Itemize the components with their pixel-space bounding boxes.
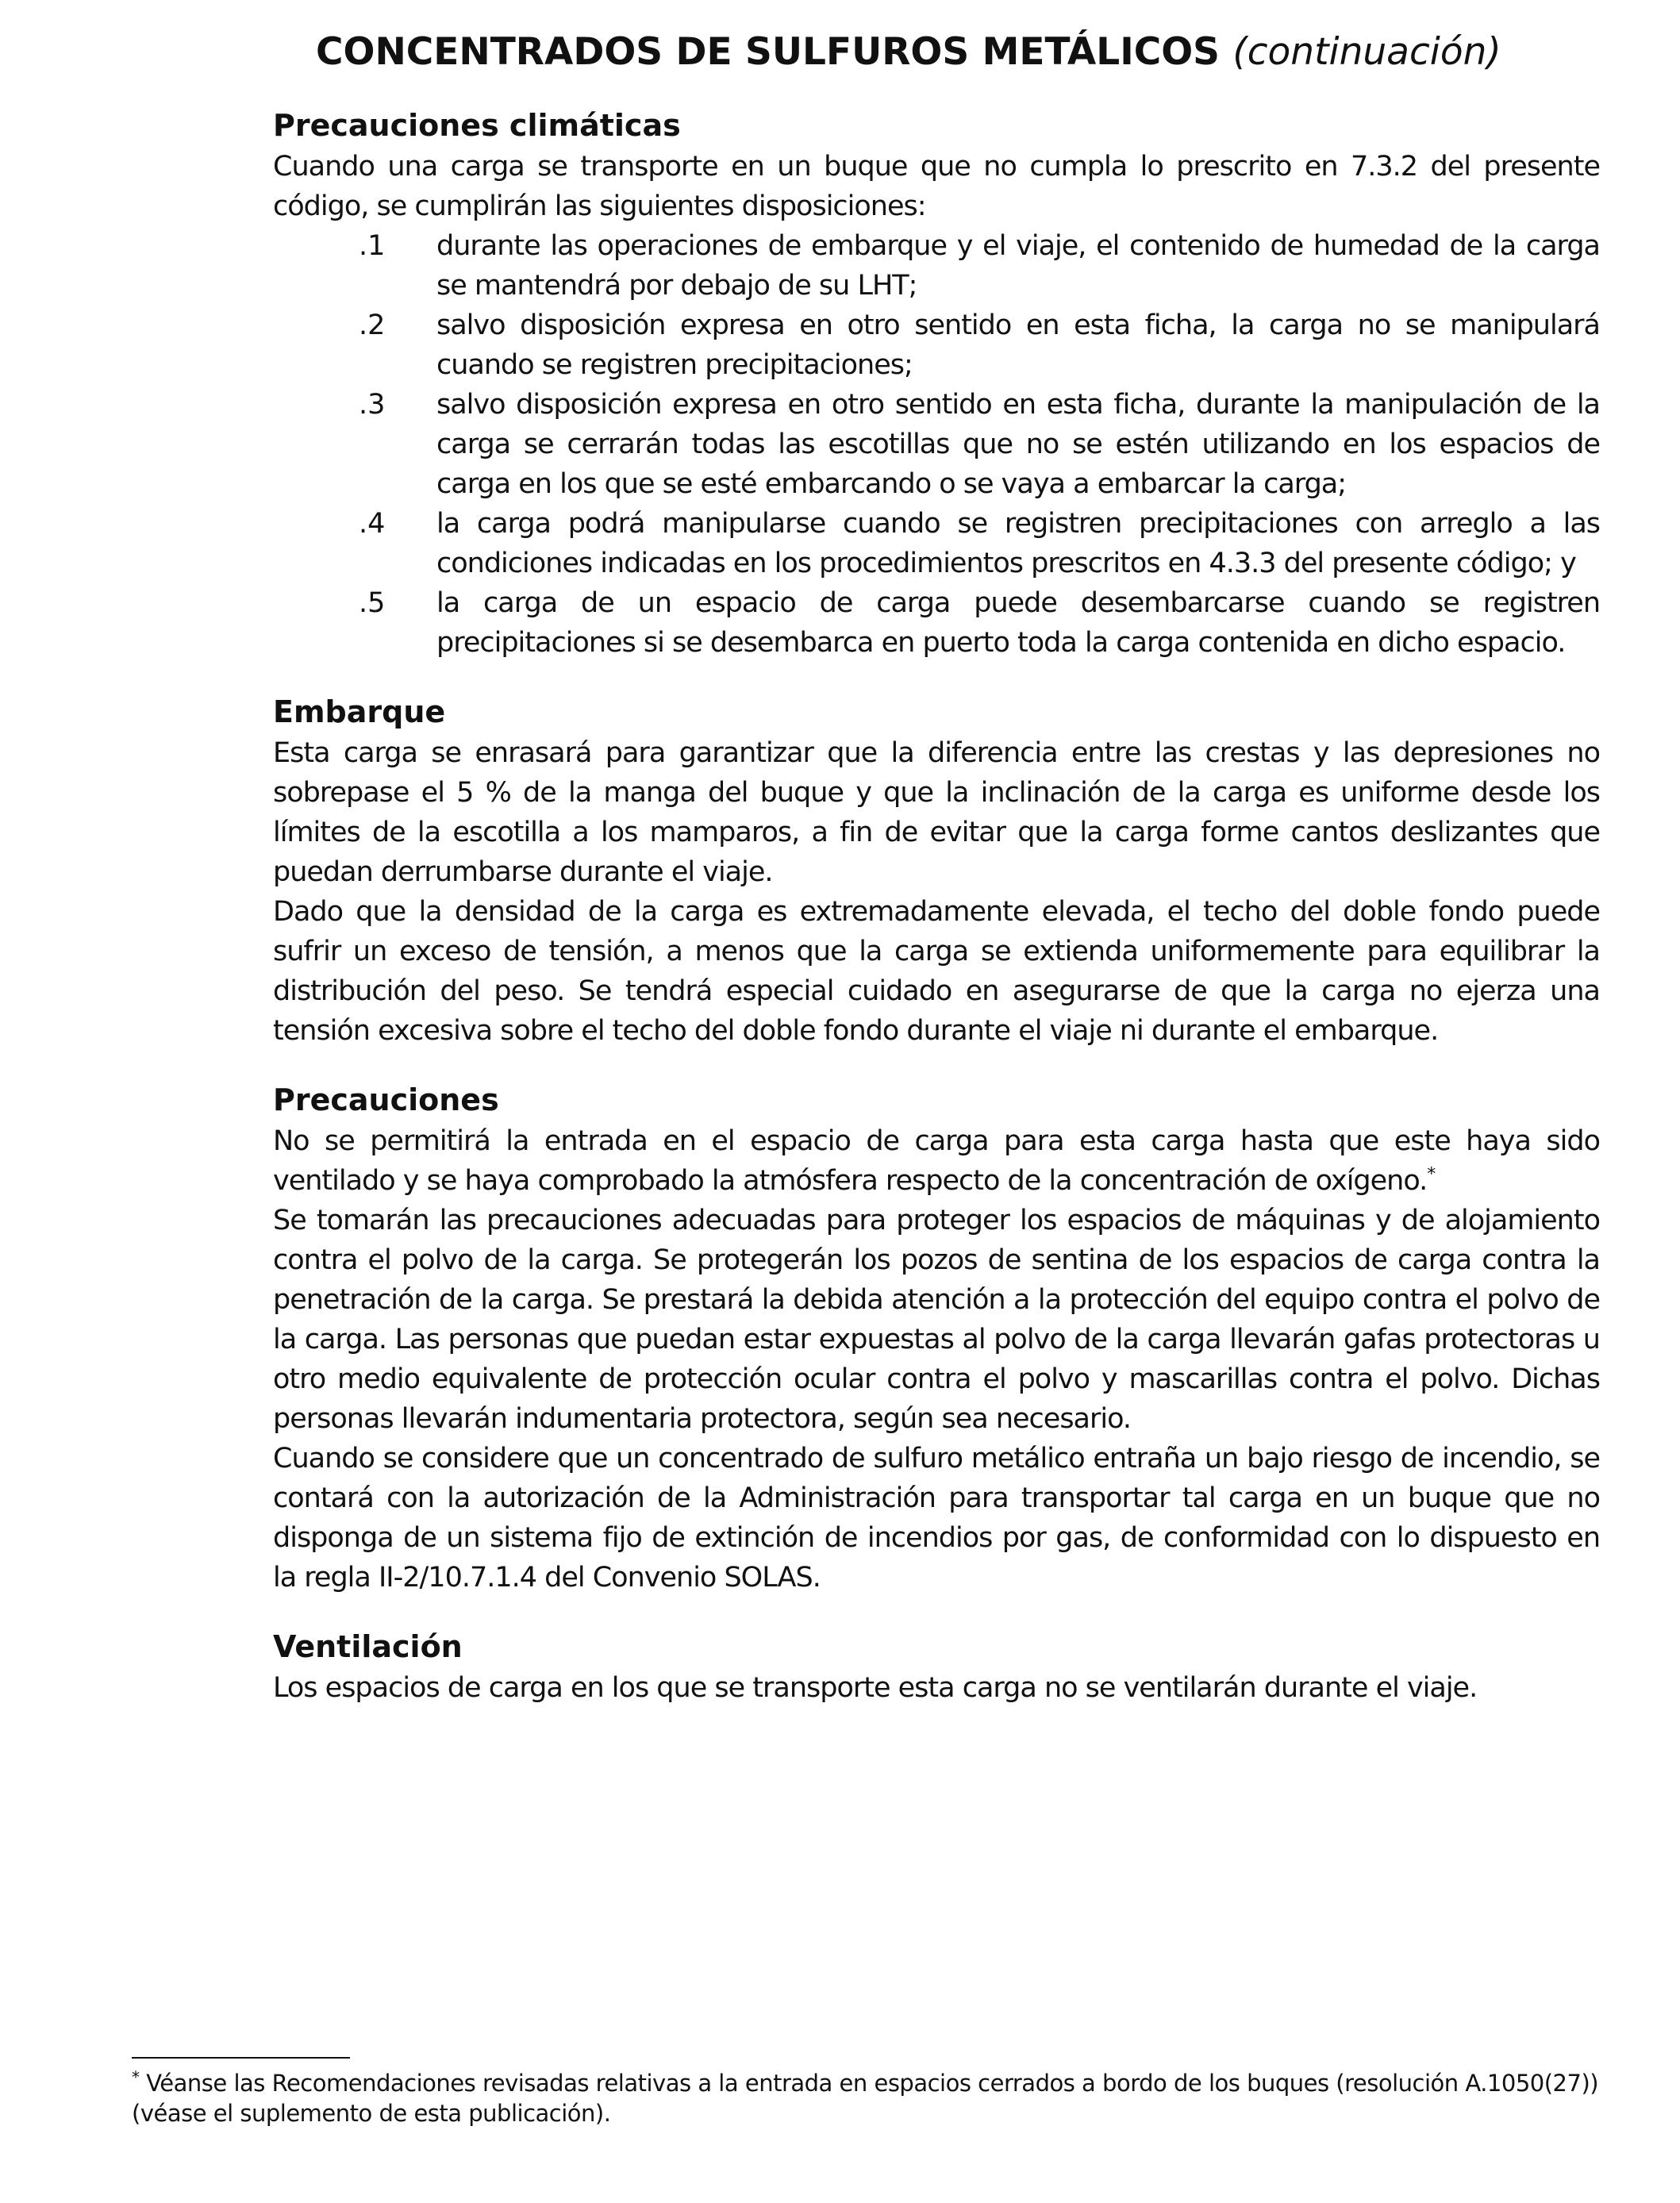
- footnote-mark: *: [132, 2067, 140, 2087]
- list-item: [273, 226, 1600, 306]
- list-item: [273, 583, 1600, 663]
- list-item: [273, 306, 1600, 385]
- list-item-text: durante las operaciones de embarque y el viaje, el contenido de humedad de la carga se mantendrá por debajo de su LHT;: [436, 230, 1600, 302]
- list-item-number: .1: [359, 230, 386, 262]
- list-item-number: .4: [359, 508, 386, 540]
- list-item-text: la carga podrá manipularse cuando se registren precipitaciones con arreglo a las condiciones indicadas en los procedimientos prescritos en 4.3.3 del presente código; y: [436, 508, 1600, 579]
- footnote-divider: [132, 2057, 350, 2059]
- paragraph: Dado que la densidad de la carga es extremadamente elevada, el techo del doble fondo puede sufrir un exceso de tensión, a menos que la carga se extienda uniformemente para equilibrar la distribución del peso. Se tendrá especial cuidado en asegurarse de que la carga no ejerza una tensión excesiva sobre el techo del doble fondo durante el viaje ni durante el embarque.: [273, 896, 1600, 1047]
- footnote-reference: *: [1427, 1164, 1436, 1185]
- document-body: [273, 106, 1600, 1737]
- list-item-number: .2: [359, 309, 386, 341]
- section-ventilation: [273, 1627, 1600, 1708]
- page-title-continuation: (continuación): [1232, 30, 1501, 74]
- section-heading: Precauciones: [273, 1082, 499, 1117]
- paragraph: Los espacios de carga en los que se transporte esta carga no se ventilarán durante el viaje.: [273, 1672, 1478, 1704]
- list-item: [273, 504, 1600, 583]
- section-heading: Ventilación: [273, 1629, 463, 1664]
- list-item-text: la carga de un espacio de carga puede desembarcarse cuando se registren precipitaciones si se desembarca en puerto toda la carga contenida en dicho espacio.: [436, 587, 1600, 659]
- page-title-main: CONCENTRADOS DE SULFUROS METÁLICOS: [316, 30, 1220, 74]
- paragraph-text: No se permitirá la entrada en el espacio de carga para esta carga hasta que este haya sido ventilado y se haya comprobado la atmósfera respecto de la concentración de oxígeno.: [273, 1125, 1600, 1197]
- provisions-list: [273, 226, 1600, 663]
- section-precautions: [273, 1080, 1600, 1597]
- footnote-text: Véanse las Recomendaciones revisadas relativas a la entrada en espacios cerrados a bordo de los buques (resolución A.1050(27)) (véase el suplemento de esta publicación).: [132, 2070, 1599, 2127]
- section-loading: [273, 692, 1600, 1051]
- section-heading: Embarque: [273, 694, 446, 729]
- list-item-text: salvo disposición expresa en otro sentido en esta ficha, la carga no se manipulará cuando se registren precipitaciones;: [436, 309, 1600, 381]
- paragraph: [273, 1121, 1600, 1201]
- section-heading: Precauciones climáticas: [273, 108, 681, 143]
- section-intro: Cuando una carga se transporte en un buque que no cumpla lo prescrito en 7.3.2 del presente código, se cumplirán las siguientes disposiciones:: [273, 151, 1600, 222]
- list-item-number: .5: [359, 587, 386, 619]
- paragraph: Se tomarán las precauciones adecuadas para proteger los espacios de máquinas y de alojamiento contra el polvo de la carga. Se protegerán los pozos de sentina de los espacios de carga contra la penetración de la carga. Se prestará la debida atención a la protección del equipo contra el polvo de la carga. Las personas que puedan estar expuestas al polvo de la carga llevarán gafas protectoras u otro medio equivalente de protección ocular contra el polvo y mascarillas contra el polvo. Dichas personas llevarán indumentaria protectora, según sea necesario.: [273, 1205, 1600, 1435]
- paragraph: Esta carga se enrasará para garantizar que la diferencia entre las crestas y las depresiones no sobrepase el 5 % de la manga del buque y que la inclinación de la carga es uniforme desde los límites de la escotilla a los mamparos, a fin de evitar que la carga forme cantos deslizantes que puedan derrumbarse durante el viaje.: [273, 737, 1600, 888]
- paragraph: Cuando se considere que un concentrado de sulfuro metálico entraña un bajo riesgo de incendio, se contará con la autorización de la Administración para transportar tal carga en un buque que no disponga de un sistema fijo de extinción de incendios por gas, de conformidad con lo dispuesto en la regla II-2/10.7.1.4 del Convenio SOLAS.: [273, 1443, 1600, 1594]
- page-title: [316, 30, 1601, 75]
- footnote: [132, 2068, 1600, 2128]
- list-item-number: .3: [359, 389, 386, 421]
- list-item-text: salvo disposición expresa en otro sentido en esta ficha, durante la manipulación de la carga se cerrarán todas las escotillas que no se estén utilizando en los espacios de carga en los que se esté embarcando o se vaya a embarcar la carga;: [436, 389, 1600, 500]
- section-climatic-precautions: [273, 106, 1600, 663]
- list-item: [273, 385, 1600, 504]
